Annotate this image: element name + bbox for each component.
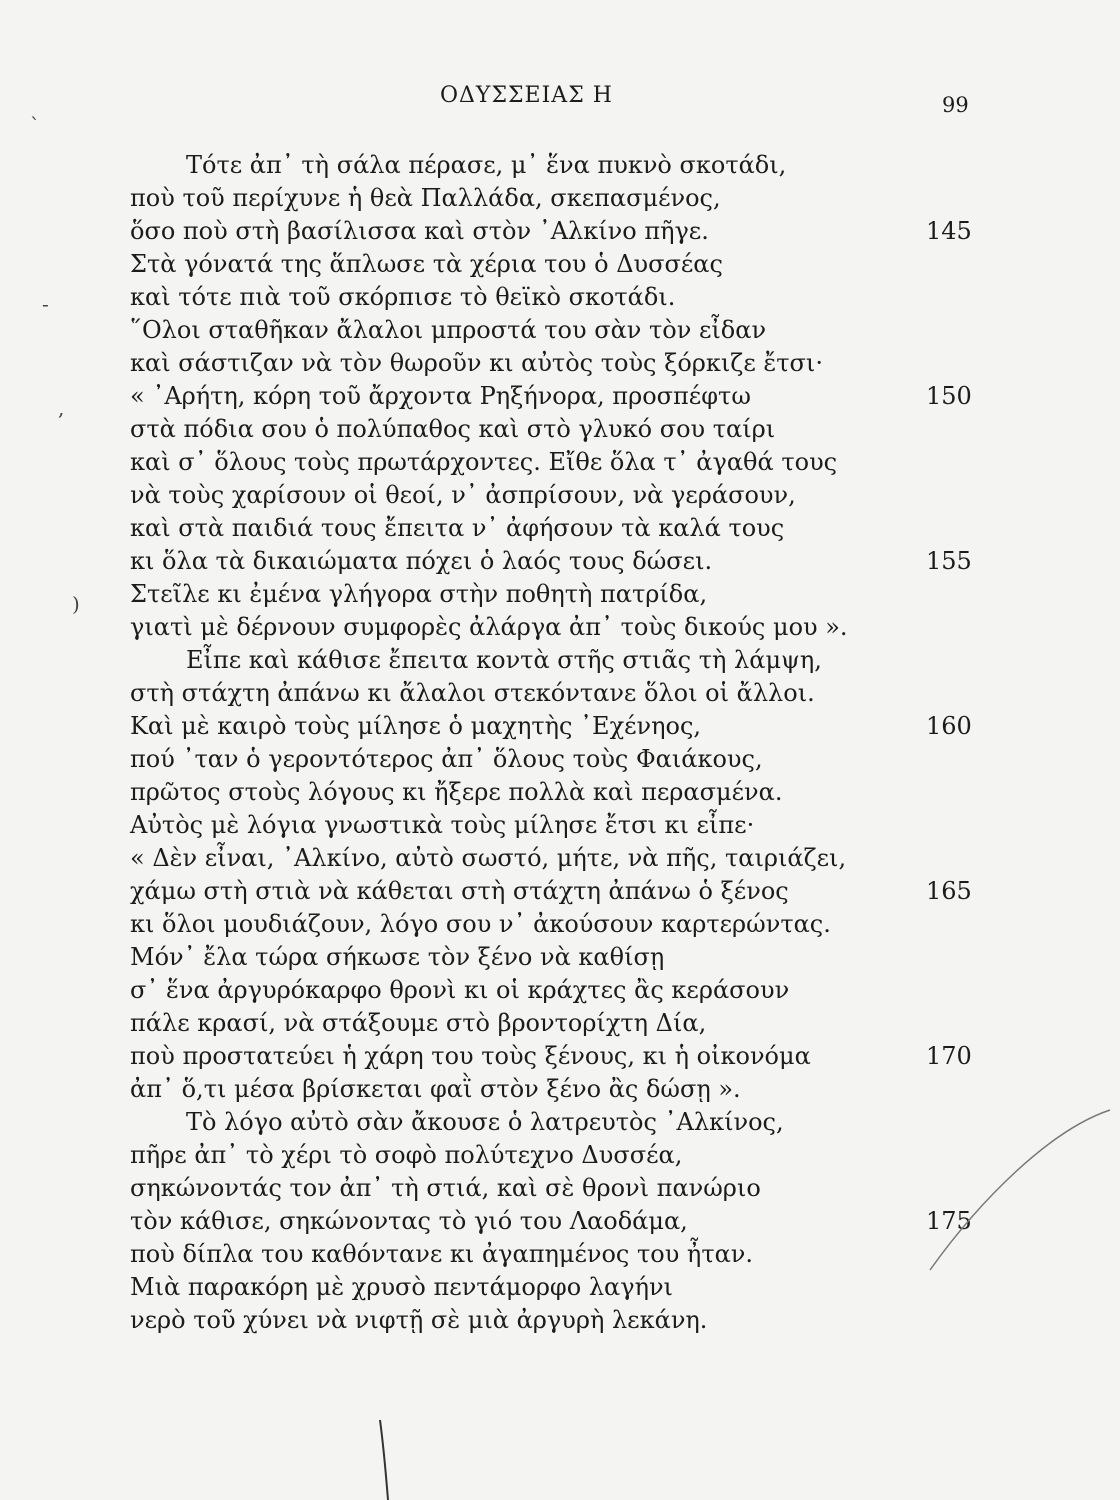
page-number: 99: [942, 93, 969, 117]
verse-text: ὅσο ποὺ στὴ βασίλισσα καὶ στὸν ᾽Αλκίνο πῆγε.: [130, 217, 709, 245]
line-number: 165: [926, 877, 972, 905]
verse-text: καὶ σάστιζαν νὰ τὸν θωροῦν κι αὐτὸς τοὺς ξόρκιζε ἔτσι·: [130, 349, 823, 377]
line-number: 145: [926, 217, 972, 245]
verse-text: Στεῖλε κι ἐμένα γλήγορα στὴν ποθητὴ πατρίδα,: [130, 580, 708, 608]
verse-text: Μιὰ παρακόρη μὲ χρυσὸ πεντάμορφο λαγήνι: [130, 1273, 673, 1301]
verse-text: πρῶτος στοὺς λόγους κι ἤξερε πολλὰ καὶ περασμένα.: [130, 778, 783, 806]
line-number: 175: [926, 1207, 972, 1235]
margin-mark: -: [42, 292, 49, 316]
verse-text: νερὸ τοῦ χύνει νὰ νιφτῇ σὲ μιὰ ἀργυρὴ λεκάνη.: [130, 1306, 708, 1334]
verse-text: νὰ τοὺς χαρίσουν οἱ θεοί, ν᾽ ἀσπρίσουν, νὰ γεράσουν,: [130, 481, 796, 509]
margin-mark: ): [72, 592, 80, 616]
verse-text: σηκώνοντάς τον ἀπ᾽ τὴ στιά, καὶ σὲ θρονὶ πανώριο: [130, 1174, 761, 1202]
verse-text: ποὺ δίπλα του καθόντανε κι ἀγαπημένος του ἦταν.: [130, 1240, 754, 1268]
verse-text: « Δὲν εἶναι, ᾽Αλκίνο, αὐτὸ σωστό, μήτε, νὰ πῆς, ταιριάζει,: [130, 844, 847, 872]
verse-text: ποὺ προστατεύει ἡ χάρη του τοὺς ξένους, κι ἡ οἰκονόμα: [130, 1042, 811, 1070]
verse-text: κι ὅλοι μουδιάζουν, λόγο σου ν᾽ ἀκούσουν καρτερώντας.: [130, 910, 831, 938]
verse-text: Στὰ γόνατά της ἅπλωσε τὰ χέρια του ὁ Δυσσέας: [130, 250, 723, 278]
margin-mark: ,: [58, 396, 65, 420]
verse-text: γιατὶ μὲ δέρνουν συμφορὲς ἀλάργα ἀπ᾽ τοὺς δικούς μου ».: [130, 613, 848, 641]
verse-text: πῆρε ἀπ᾽ τὸ χέρι τὸ σοφὸ πολύτεχνο Δυσσέα,: [130, 1141, 683, 1169]
verse-text: στὰ πόδια σου ὁ πολύπαθος καὶ στὸ γλυκό σου ταίρι: [130, 415, 776, 443]
verse-text: ποὺ τοῦ περίχυνε ἡ θεὰ Παλλάδα, σκεπασμένος,: [130, 184, 721, 212]
verse-text: Τὸ λόγο αὐτὸ σὰν ἄκουσε ὁ λατρευτὸς ᾽Αλκίνος,: [186, 1108, 784, 1136]
verse-text: πάλε κρασί, νὰ στάξουμε στὸ βροντορίχτη Δία,: [130, 1009, 707, 1037]
verse-text: πού ᾽ταν ὁ γεροντότερος ἀπ᾽ ὅλους τοὺς Φαιάκους,: [130, 745, 763, 773]
verse-text: τὸν κάθισε, σηκώνοντας τὸ γιό του Λαοδάμα,: [130, 1207, 688, 1235]
margin-mark: `: [30, 113, 40, 137]
verse-text: καὶ τότε πιὰ τοῦ σκόρπισε τὸ θεϊκὸ σκοτάδι.: [130, 283, 676, 311]
line-number: 155: [926, 547, 972, 575]
verse-text: Εἶπε καὶ κάθισε ἔπειτα κοντὰ στῆς στιᾶς τὴ λάμψη,: [186, 646, 822, 674]
line-number: 160: [926, 712, 972, 740]
line-number: 150: [926, 382, 972, 410]
verse-text: καὶ στὰ παιδιά τους ἔπειτα ν᾽ ἀφήσουν τὰ καλά τους: [130, 514, 785, 542]
line-number: 170: [926, 1042, 972, 1070]
verse-text: Μόν᾽ ἔλα τώρα σήκωσε τὸν ξένο νὰ καθίσῃ: [130, 943, 665, 971]
page-title: ΟΔΥΣΣΕΙΑΣ Η: [440, 83, 613, 108]
verse-text: κι ὅλα τὰ δικαιώματα πόχει ὁ λαός τους δώσει.: [130, 547, 713, 575]
verse-text: καὶ σ᾽ ὅλους τοὺς πρωτάρχοντες. Εἴθε ὅλα τ᾽ ἀγαθά τους: [130, 448, 838, 476]
verse-text: σ᾽ ἕνα ἀργυρόκαρφο θρονὶ κι οἱ κράχτες ἂς κεράσουν: [130, 976, 790, 1004]
verse-text: Τότε ἀπ᾽ τὴ σάλα πέρασε, μ᾽ ἕνα πυκνὸ σκοτάδι,: [186, 151, 787, 179]
verse-text: χάμω στὴ στιὰ νὰ κάθεται στὴ στάχτη ἀπάνω ὁ ξένος: [130, 877, 789, 905]
verse-text: ἀπ᾽ ὅ,τι μέσα βρίσκεται φαῒ στὸν ξένο ἂς δώσῃ ».: [130, 1075, 741, 1103]
verse-text: Αὐτὸς μὲ λόγια γνωστικὰ τοὺς μίλησε ἔτσι κι εἶπε·: [130, 811, 755, 839]
verse-text: ῞Ολοι σταθῆκαν ἄλαλοι μπροστά του σὰν τὸν εἶδαν: [130, 316, 767, 344]
verse-text: στὴ στάχτη ἀπάνω κι ἄλαλοι στεκόντανε ὅλοι οἱ ἄλλοι.: [130, 679, 815, 707]
verse-text: Καὶ μὲ καιρὸ τοὺς μίλησε ὁ μαχητὴς ᾽Εχένηος,: [130, 712, 702, 740]
verse-text: « ᾽Αρήτη, κόρη τοῦ ἄρχοντα Ρηξήνορα, προσπέφτω: [130, 382, 751, 410]
